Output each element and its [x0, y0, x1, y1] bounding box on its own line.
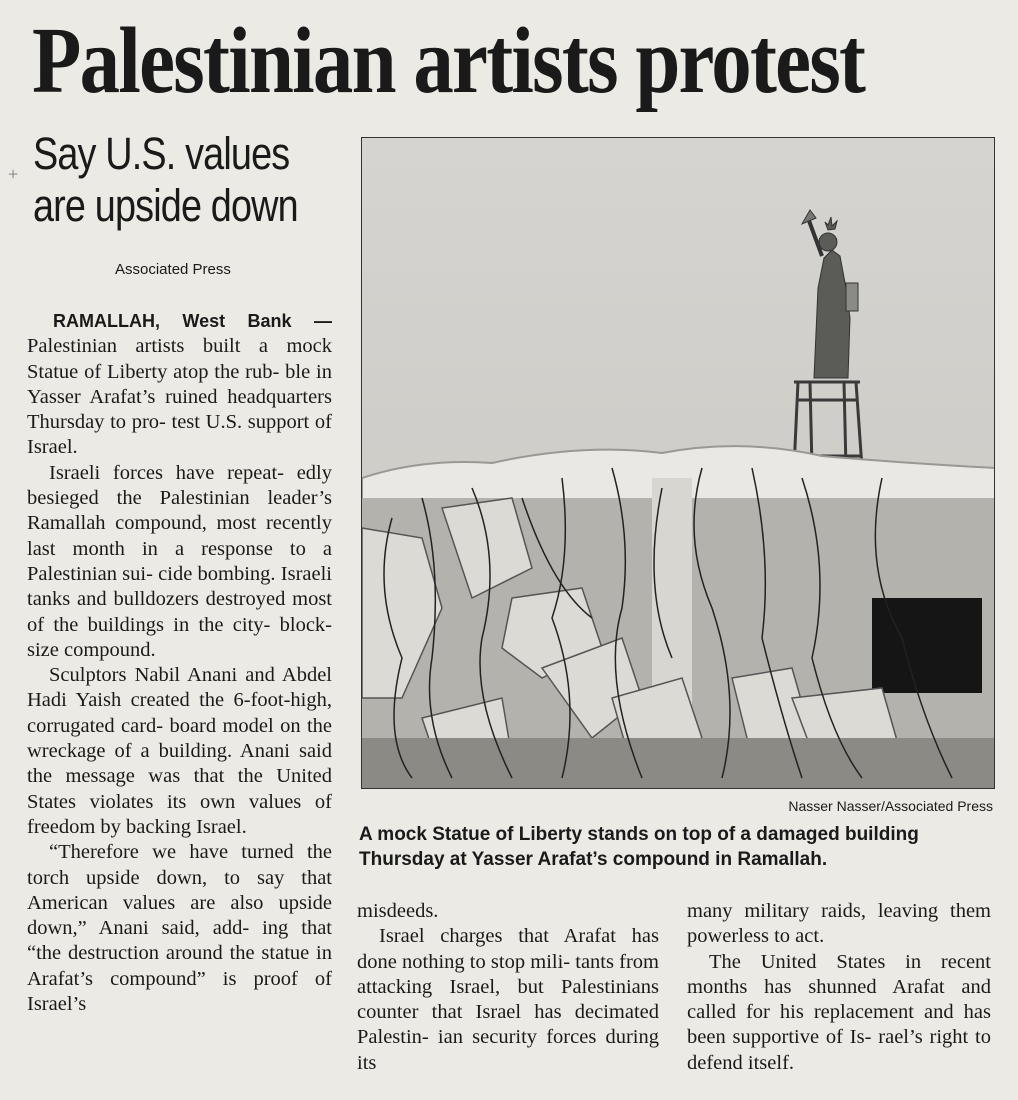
photo-caption: A mock Statue of Liberty stands on top of a damaged building Thursday at Yasser Arafat’s compound in Ramallah.: [359, 824, 919, 870]
subhead-line-1: Say U.S. values: [33, 128, 290, 179]
headline: Palestinian artists protest: [32, 9, 865, 113]
paragraph-1: [27, 309, 332, 461]
paragraph-5: misdeeds.: [357, 900, 439, 922]
article-column-1: [27, 309, 332, 1017]
article-column-2: [357, 899, 659, 1076]
paragraph-3: Sculptors Nabil Anani and Abdel Hadi Yaish created the 6-foot-high, corrugated card- board model on the wreckage of a building. Anani said the message was that the United States violates its own values of freedom by backing Israel.: [27, 664, 332, 838]
subhead: [33, 128, 302, 232]
paragraph-8: The United States in recent months has shunned Arafat and called for his replacement and has been supportive of Is- rael’s right to defend itself.: [687, 950, 991, 1074]
paragraph-7: many military raids, leaving them powerless to act.: [687, 900, 991, 948]
paragraph-1-text: Palestinian artists built a mock Statue of Liberty atop the rub- ble in Yasser Arafat’s ruined headquarters Thursday to pro- test U.S. support of Israel.: [27, 335, 332, 459]
photo-statue-of-liberty-rubble: [361, 137, 995, 789]
photo-credit: Nasser Nasser/Associated Press: [788, 798, 993, 814]
byline: Associated Press: [115, 261, 231, 278]
article-column-3: [687, 899, 991, 1076]
subhead-line-2: are upside down: [33, 180, 298, 231]
registration-mark: +: [8, 164, 19, 184]
paragraph-4: “Therefore we have turned the torch upside down, to say that American values are also upside down,” Anani said, add- ing that “the destruction around the statue in Arafat’s compound” is proof of Israel’s: [27, 841, 332, 1016]
paragraph-6: Israel charges that Arafat has done nothing to stop mili- tants from attacking Israel, but Palestinians counter that Israel has decimated Palestin- ian security forces during its: [357, 925, 659, 1074]
dateline: RAMALLAH, West Bank —: [53, 311, 332, 331]
paragraph-2: Israeli forces have repeat- edly besieged the Palestinian leader’s Ramallah compound, most recently last month in a response to a Palestinian sui- cide bombing. Israeli tanks and bulldozers destroyed most of the buildings in the city- block-size compound.: [27, 461, 332, 661]
